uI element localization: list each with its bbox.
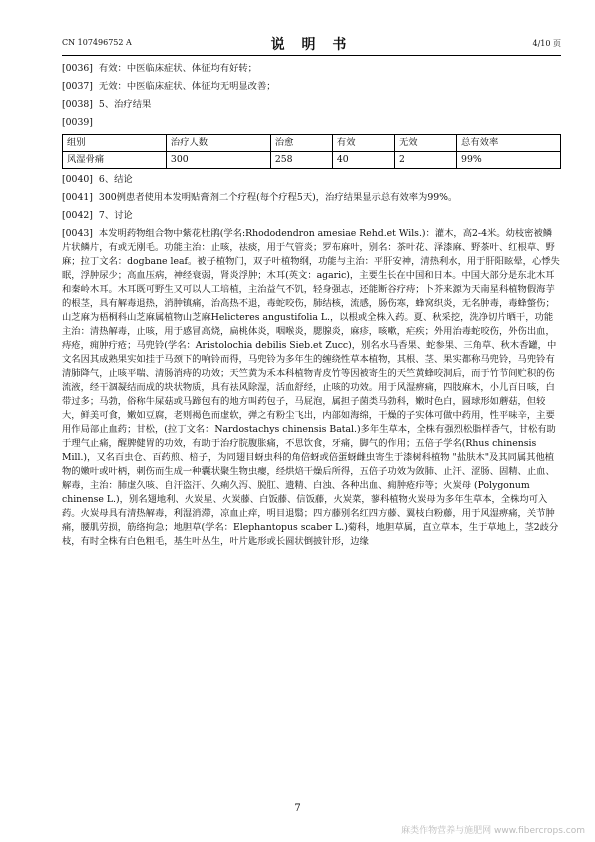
table-header-cell: 组别 <box>63 135 167 152</box>
paragraph-tag: [0038] <box>62 99 93 110</box>
paragraph-text: 6、结论 <box>98 174 133 185</box>
paragraph-tag: [0040] <box>62 174 93 185</box>
paragraph-text: 有效：中医临床症状、体征均有好转； <box>98 63 257 74</box>
patent-number: CN 107496752 A <box>62 38 132 47</box>
table-cell: 300 <box>166 152 270 169</box>
table-cell: 2 <box>394 152 456 169</box>
table-header-cell: 治愈 <box>270 135 332 152</box>
paragraph-text: 300例患者使用本发明贴膏剂二个疗程(每个疗程5天)，治疗结果显示总有效率为99%。 <box>98 192 458 203</box>
table-header-cell: 有效 <box>332 135 394 152</box>
paragraph-tag: [0037] <box>62 81 93 92</box>
paragraph-0041 <box>62 191 561 205</box>
header-rule <box>62 55 561 56</box>
paragraph-0042 <box>62 209 561 223</box>
document-body <box>62 62 561 553</box>
table-header-cell: 总有效率 <box>457 135 561 152</box>
table-cell: 风湿骨痛 <box>63 152 167 169</box>
paragraph-0039 <box>62 116 561 130</box>
paragraph-text: 7、讨论 <box>98 210 133 221</box>
paragraph-0038 <box>62 98 561 112</box>
table-header-cell: 无效 <box>394 135 456 152</box>
paragraph-text: 无效：中医临床症状、体征均无明显改善； <box>98 81 276 92</box>
table-header-cell: 治疗人数 <box>166 135 270 152</box>
page-indicator: 4/10 页 <box>532 39 561 48</box>
paragraph-0036 <box>62 62 561 76</box>
table-row <box>63 152 561 169</box>
table-cell: 258 <box>270 152 332 169</box>
table-cell: 99% <box>457 152 561 169</box>
paragraph-tag: [0036] <box>62 63 93 74</box>
paragraph-0043 <box>62 227 561 549</box>
page-number: 7 <box>294 803 301 814</box>
paragraph-text: 5、治疗结果 <box>98 99 152 110</box>
paragraph-0040 <box>62 173 561 187</box>
table-header-row <box>63 135 561 152</box>
paragraph-tag: [0043] <box>62 228 93 239</box>
paragraph-0037 <box>62 80 561 94</box>
page-header <box>62 36 561 52</box>
results-table <box>62 134 561 169</box>
document-title: 说 明 书 <box>270 37 353 53</box>
paragraph-text: 本发明药物组合物中紫花杜鹃(学名:Rhododendron amesiae Rehd.et Wils.)：灌木，高2-4米。幼枝密被鳞片状鳞片，有或无刚毛。功能主治：止咳，祛痰，用于气管炎；罗布麻叶，别名：茶叶花、泽漆麻、野茶叶、红根草、野麻；拉丁文名：dogbane leaf。被子植物门，双子叶植物纲，功能与主治：平肝安神，清热利水，用于肝阳眩晕，心悸失眠，浮肿尿少；高血压病，神经衰弱，肾炎浮肿；木耳(英文：agaric)，主要生长在中国和日本。中国大部分是东北木耳和秦岭木耳。木耳既可野生又可以人工培植，主治益气不饥，轻身强志，还能断谷疗痔；卜芥来源为天南星科植物假海芋的根茎，具有解毒退热，消肿镇痛，治高热不退，毒蛇咬伤，肺结核，流感，肠伤寒，蜂窝织炎，无名肿毒，毒蜂螫伤；山芝麻为梧桐科山芝麻属植物山芝麻Helicteres angustifolia L.，以根或全株入药。夏、秋采挖，洗净切片晒干，功能主治：清热解毒，止咳，用于感冒高烧，扁桃体炎，咽喉炎，腮腺炎，麻疹，咳嗽，疟疾；外用治毒蛇咬伤，外伤出血，痔疮，痈肿疔疮；马兜铃(学名：Aristolochia debilis Sieb.et Zucc)，别名水马香果、蛇参果、三角草、秋木香罐，中文名因其成熟果实如挂于马颈下的响铃而得，马兜铃为多年生的缠绕性草本植物，其根、茎、果实都称马兜铃，马兜铃有清肺降气，止咳平喘、清肠消痔的功效；天竺黄为禾本科植物青皮竹等因被寄生的天竺黄蜂咬洞后，而于竹节间贮积的伤流液，经干涸凝结而成的块状物质，具有祛风除湿，活血舒经，止咳的功效。用于风湿痹痛，四肢麻木，小儿百日咳，白带过多；马勃，俗称牛屎菇或马蹄包有的地方叫药包子，马屁泡，属担子菌类马勃科，嫩时色白，圆球形如蘑菇，但较大，鲜美可食，嫩如豆腐，老则褐色而虚软，弹之有粉尘飞出，内部如海绵，干燥的子实体可做中药用，性平味辛，主要用作局部止血药；甘松，(拉丁文名：Nardostachys chinensis Batal.)多年生草本，全株有强烈松脂样香气，甘松有助于理气止痛，醒脾健胃的功效，有助于治疗脘腹胀痛，不思饮食，牙痛，脚气的作用；五倍子学名(Rhus chinensis Mill.)，又名百虫仓、百药煎、棓子，为同翅目蚜虫科的角倍蚜或倍蛋蚜雌虫寄生于漆树科植物 "盐肤木"及其同属其他植物的嫩叶或叶柄，刺伤而生成一种囊状聚生物虫瘿，经烘焙干燥后所得，五倍子功效为敛肺、止汗、涩肠、固精、止血、解毒，主治：肺虚久咳、自汗盗汗、久痢久泻、脱肛、遗精、白浊、各种出血、痈肿疮疖等；火炭母 (Polygonum chinense L.)，别名翅地利、火炭星、火炭藤、白饭藤、信饭藤，火炭菜，蓼科植物火炭母为多年生草本，全株均可入药。火炭母具有清热解毒，利湿消滞，凉血止痒，明目退翳；四方藤别名红四方藤、翼枝白粉藤，用于风湿痹痛，关节肿痛，腰肌劳损，筋络拘急；地胆草(学名：Elephantopus scaber L.)菊科，地胆草属，直立草本，生于草地上，茎2歧分枝，有时全株有白色粗毛，基生叶丛生，叶片匙形或长圆状倒披针形，边缘 <box>62 228 560 547</box>
watermark: 麻类作物营养与施肥网 www.fibercrops.com <box>401 826 585 836</box>
paragraph-tag: [0041] <box>62 192 93 203</box>
paragraph-tag: [0039] <box>62 117 93 128</box>
paragraph-tag: [0042] <box>62 210 93 221</box>
table-cell: 40 <box>332 152 394 169</box>
